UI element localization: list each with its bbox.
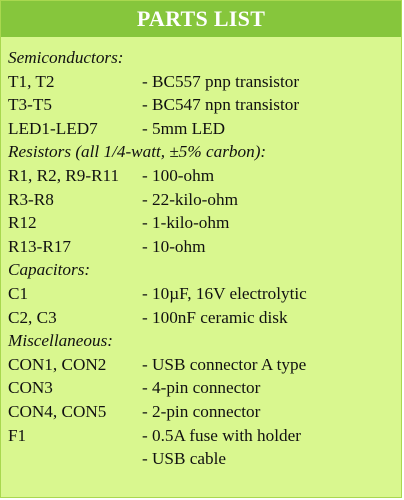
parts-row <box>8 117 397 141</box>
parts-row <box>8 188 397 212</box>
part-designator: CON1, CON2 <box>8 354 107 374</box>
section-title: Resistors (all 1/4-watt, ±5% carbon): <box>8 142 267 162</box>
part-description: - 100nF ceramic disk <box>142 307 288 327</box>
part-description: - USB connector A type <box>142 354 307 374</box>
part-designator: R12 <box>8 213 37 233</box>
parts-list-content <box>8 46 397 471</box>
part-description: - 10µF, 16V electrolytic <box>142 283 307 303</box>
part-designator: CON4, CON5 <box>8 401 107 421</box>
part-description: - 10-ohm <box>142 236 206 256</box>
parts-row <box>8 211 397 235</box>
part-designator: T3-T5 <box>8 95 52 115</box>
part-description: - 5mm LED <box>142 118 226 138</box>
parts-row <box>8 70 397 94</box>
section-resistors <box>8 140 397 258</box>
part-designator: C2, C3 <box>8 307 57 327</box>
part-description: - 0.5A fuse with holder <box>142 425 301 445</box>
part-designator: R1, R2, R9-R11 <box>8 165 120 185</box>
part-description: - 22-kilo-ohm <box>142 189 238 209</box>
parts-row <box>8 164 397 188</box>
part-description: - 2-pin connector <box>142 401 261 421</box>
part-description: - USB cable <box>142 449 227 469</box>
part-description: - BC557 pnp transistor <box>142 71 300 91</box>
part-description: - 1-kilo-ohm <box>142 213 230 233</box>
section-miscellaneous <box>8 329 397 471</box>
parts-row <box>8 424 397 448</box>
part-description: - 100-ohm <box>142 165 215 185</box>
section-semiconductors <box>8 46 397 140</box>
part-description: - 4-pin connector <box>142 378 261 398</box>
parts-row <box>8 93 397 117</box>
part-designator: F1 <box>8 425 27 445</box>
parts-row <box>8 353 397 377</box>
section-capacitors <box>8 258 397 329</box>
part-designator: LED1-LED7 <box>8 118 98 138</box>
parts-row <box>8 235 397 259</box>
parts-row <box>8 306 397 330</box>
part-designator: CON3 <box>8 378 53 398</box>
section-title: Miscellaneous: <box>8 331 114 351</box>
part-designator: R3-R8 <box>8 189 54 209</box>
parts-row <box>8 282 397 306</box>
section-title: Capacitors: <box>8 260 91 280</box>
parts-row <box>8 400 397 424</box>
parts-list-title: PARTS LIST <box>1 1 401 37</box>
part-designator: R13-R17 <box>8 236 72 256</box>
parts-row <box>8 376 397 400</box>
part-designator: C1 <box>8 283 29 303</box>
section-title: Semiconductors: <box>8 48 124 67</box>
part-designator: T1, T2 <box>8 71 55 91</box>
parts-row <box>8 447 397 471</box>
part-description: - BC547 npn transistor <box>142 95 300 115</box>
